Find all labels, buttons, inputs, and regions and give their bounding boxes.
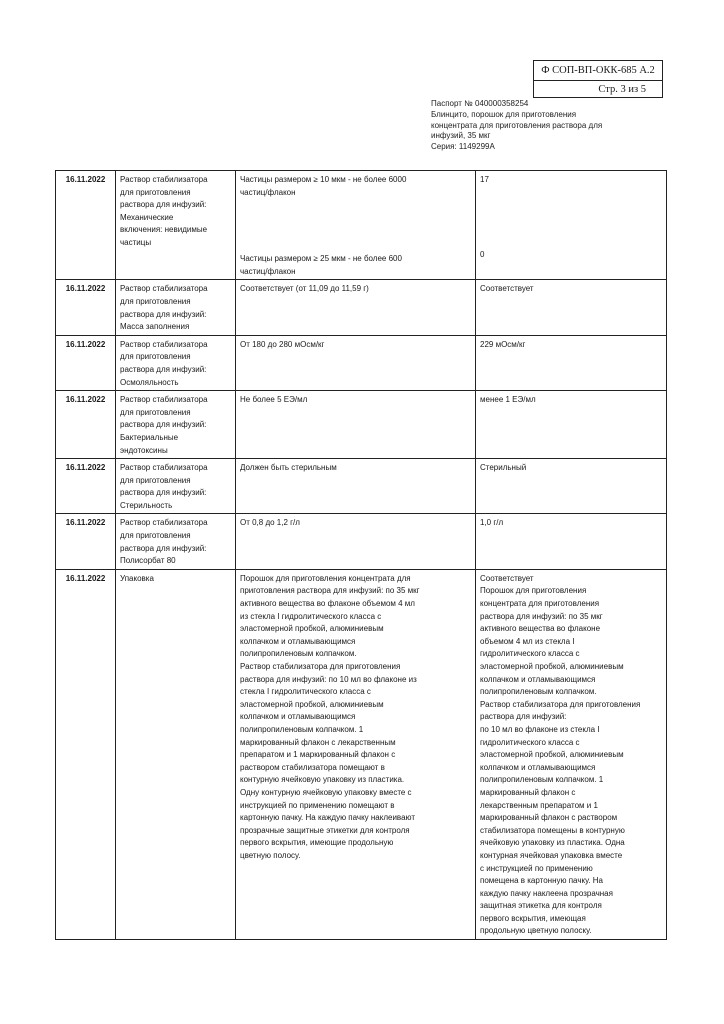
test-name: Раствор стабилизатора для приготовления раствора для инфузий: Бактериальные эндотоксины (116, 391, 236, 459)
test-requirement: Порошок для приготовления концентрата для приготовления раствора для инфузий: по 35 мкг активного вещества во флаконе объемом 4 мл из стекла I гидролитического класса с эластомерной пробкой, алюминиевым колпачком и отламывающимся полипропиленовым колпачком. Раствор стабилизатора для приготовления раствора для инфузий: по 10 мл во флаконе из стекла I гидролитического класса с эластомерной пробкой, алюминиевым колпачком и отламывающимся полипропиленовым колпачком. 1 маркированный флакон с лекарственным препаратом и 1 маркированный флакон с раствором стабилизатора помещают в контурную ячейковую упаковку из пластика. Одну контурную ячейковую упаковку вместе с инструкцией по применению помещают в картонную пачку. На каждую пачку наклеивают прозрачные защитные этикетки для контроля первого вскрытия, имеющие продольную цветную полосу. (236, 569, 476, 939)
table-row (56, 569, 667, 939)
test-requirement: Должен быть стерильным (236, 459, 476, 514)
product-line: инфузий, 35 мкг (431, 131, 491, 141)
requirement-part: Частицы размером ≥ 10 мкм - не более 6000 частиц/флакон (240, 175, 407, 197)
table-row (56, 335, 667, 390)
passport-number: Паспорт № 040000358254 (431, 99, 529, 108)
test-name: Упаковка (116, 569, 236, 939)
test-date: 16.11.2022 (56, 514, 116, 569)
table-row (56, 391, 667, 459)
page-number: Стр. 3 из 5 (598, 84, 646, 95)
test-name: Раствор стабилизатора для приготовления раствора для инфузий: Осмоляльность (116, 335, 236, 390)
table-row (56, 459, 667, 514)
result-part: 0 (480, 249, 485, 259)
test-name: Раствор стабилизатора для приготовления раствора для инфузий: Масса заполнения (116, 280, 236, 335)
table-row (56, 514, 667, 569)
test-requirement (236, 171, 476, 280)
product-line: Блинцито, порошок для приготовления (431, 109, 577, 119)
test-date: 16.11.2022 (56, 280, 116, 335)
test-result: Стерильный (476, 459, 667, 514)
test-requirement: Не более 5 ЕЭ/мл (236, 391, 476, 459)
test-requirement: Соответствует (от 11,09 до 11,59 г) (236, 280, 476, 335)
product-line: концентрата для приготовления раствора для (431, 120, 603, 130)
test-date: 16.11.2022 (56, 335, 116, 390)
test-date: 16.11.2022 (56, 171, 116, 280)
test-date: 16.11.2022 (56, 459, 116, 514)
passport-info (431, 99, 631, 153)
test-results-table (55, 170, 667, 940)
form-code-box (533, 60, 663, 98)
test-name: Раствор стабилизатора для приготовления раствора для инфузий: Полисорбат 80 (116, 514, 236, 569)
table-row (56, 171, 667, 280)
series-number: Серия: 1149299А (431, 142, 495, 152)
test-name: Раствор стабилизатора для приготовления раствора для инфузий: Стерильность (116, 459, 236, 514)
test-name: Раствор стабилизатора для приготовления раствора для инфузий: Механические включения: невидимые частицы (116, 171, 236, 280)
result-part: 17 (480, 175, 489, 184)
test-result (476, 171, 667, 280)
test-result: Соответствует (476, 280, 667, 335)
table-row (56, 280, 667, 335)
requirement-part: Частицы размером ≥ 25 мкм - не более 600 частиц/флакон (240, 254, 402, 276)
form-code: Ф СОП-ВП-ОКК-685 А.2 (534, 61, 662, 81)
test-date: 16.11.2022 (56, 569, 116, 939)
test-result: 1,0 г/л (476, 514, 667, 569)
test-requirement: От 0,8 до 1,2 г/л (236, 514, 476, 569)
test-result: 229 мОсм/кг (476, 335, 667, 390)
test-requirement: От 180 до 280 мОсм/кг (236, 335, 476, 390)
test-result: менее 1 ЕЭ/мл (476, 391, 667, 459)
test-date: 16.11.2022 (56, 391, 116, 459)
test-result: Соответствует Порошок для приготовления концентрата для приготовления раствора для инфузий: по 35 мкг активного вещества во флаконе объемом 4 мл из стекла I гидролитического класса с эластомерной пробкой, алюминиевым колпачком и отламывающимся полипропиленовым колпачком. Раствор стабилизатора для приготовления раствора для инфузий: по 10 мл во флаконе из стекла I гидролитического класса с эластомерной пробкой, алюминиевым колпачком и отламывающимся полипропиленовым колпачком. 1 маркированный флакон с лекарственным препаратом и 1 маркированный флакон с раствором стабилизатора помещены в контурную ячейковую упаковку из пластика. Одна контурная ячейковая упаковка вместе с инструкцией по применению помещена в картонную пачку. На каждую пачку наклеена прозрачная защитная этикетка для контроля первого вскрытия, имеющая продольную цветную полоску. (476, 569, 667, 939)
